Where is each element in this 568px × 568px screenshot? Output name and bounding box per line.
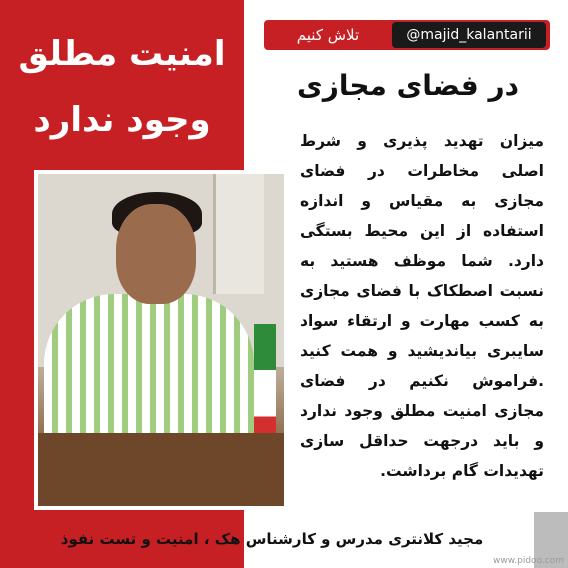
- headline: [0, 28, 244, 146]
- author-footer: مجید کلانتری مدرس و کارشناس هک ، امنیت و تست نفوذ: [60, 530, 484, 548]
- watermark: www.pidoo.com: [493, 556, 564, 566]
- photo-window: [213, 174, 264, 294]
- tag-label: تلاش کنیم: [296, 26, 360, 44]
- photo-head: [116, 204, 196, 304]
- subtitle: در فضای مجازی: [297, 69, 519, 102]
- headline-line1: امنیت مطلق: [18, 34, 226, 74]
- photo-shirt: [44, 294, 254, 444]
- body-text: میزان تهدید پذیری و شرط اصلی مخاطرات در فضای مجازی به مقیاس و اندازه استفاده از این محیط بستگی دارد. شما موظف هستید به نسبت اصطکاک با فضای مجازی به کسب مهارت و ارتقاء سواد سایبری بیاندیشید و همت کنید .فراموش نکنیم در فضای مجازی امنیت مطلق وجود ندارد و باید درجهت حداقل سازی تهدیدات گام برداشت.: [300, 132, 544, 480]
- portrait-photo: [38, 174, 284, 506]
- portrait-photo-frame: [34, 170, 288, 510]
- social-handle[interactable]: @majid_kalantarii: [392, 22, 546, 48]
- headline-line2: وجود ندارد: [33, 100, 211, 140]
- photo-desk: [38, 433, 284, 506]
